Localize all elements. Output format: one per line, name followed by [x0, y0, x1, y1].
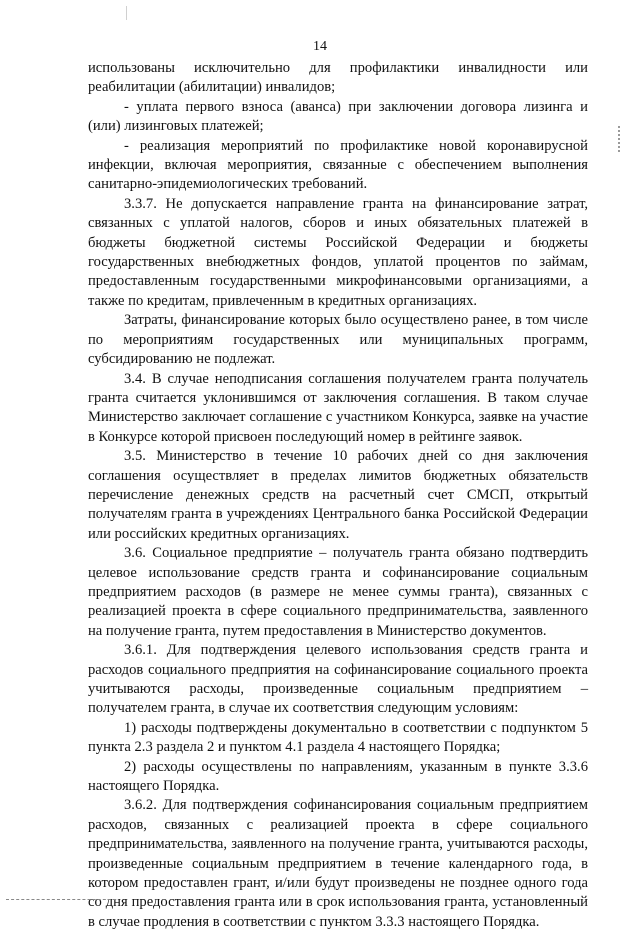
paragraph: 3.6.2. Для подтверждения софинансирования социальным предприятием расходов, связанных с реализацией проекта в сфере социального предпринимательства, заявленного на получение гранта, учитываются расходы, произведенные социальным предприятием в течение календарного года, в котором предоставлен грант, и/или будут произведены не позднее одного года со дня предоставления гранта или в срок использования гранта, установленный в случае продления в соответствии с пунктом 3.3.3 настоящего Порядка.	[88, 797, 588, 930]
paragraph: 3.5. Министерство в течение 10 рабочих дней со дня заключения соглашения осуществляет в пределах лимитов бюджетных обязательств перечисление денежных средств на расчетный счет СМСП, открытый получателям гранта в учреждениях Центрального банка Российской Федерации или российских кредитных организациях.	[88, 448, 588, 542]
scan-artifact-top	[126, 6, 127, 20]
paragraph: - уплата первого взноса (аванса) при заключении договора лизинга и (или) лизинговых платежей;	[88, 98, 588, 135]
paragraph: использованы исключительно для профилактики инвалидности или реабилитации (абилитации) инвалидов;	[88, 60, 588, 96]
paragraph: 2) расходы осуществлены по направлениям, указанным в пункте 3.3.6 настоящего Порядка.	[88, 758, 588, 795]
paragraph: - реализация мероприятий по профилактике новой коронавирусной инфекции, включая мероприятия, связанные с обеспечением выполнения санитарно-эпидемиологических требований.	[88, 137, 588, 193]
footer-divider	[6, 899, 116, 900]
paragraph: 3.3.7. Не допускается направление гранта на финансирование затрат, связанных с уплатой налогов, сборов и иных обязательных платежей в бюджеты бюджетной системы Российской Федерации и бюджеты государственных внебюджетных фондов, уплатой процентов по займам, предоставленным государственными микрофинансовыми организациями, а также по кредитам, привлеченным в кредитных организациях.	[88, 195, 588, 309]
paragraph: 3.4. В случае неподписания соглашения получателем гранта получатель гранта считается уклонившимся от заключения соглашения. В таком случае Министерство заключает соглашение с участником Конкурса, заявке на участие в Конкурсе которой присвоен последующий номер в рейтинге заявок.	[88, 370, 588, 445]
paragraph: 1) расходы подтверждены документально в соответствии с подпунктом 5 пункта 2.3 раздела 2 и пунктом 4.1 раздела 4 настоящего Порядка;	[88, 719, 588, 756]
page-number: 14	[313, 39, 327, 54]
paragraph: Затраты, финансирование которых было осуществлено ранее, в том числе по мероприятиям государственных или муниципальных программ, субсидированию не подлежат.	[88, 312, 588, 368]
scan-artifact-margin	[618, 126, 623, 152]
paragraph: 3.6.1. Для подтверждения целевого использования средств гранта и расходов социального предприятия на софинансирование социального проекта учитываются расходы, произведенные социальным предприятием – получателем гранта, в случае их соответствия следующим условиям:	[88, 642, 588, 717]
document-body	[88, 59, 588, 932]
paragraph: 3.6. Социальное предприятие – получатель гранта обязано подтвердить целевое использование средств гранта и софинансирование социальным предприятием расходов (в размере не менее суммы гранта), связанных с реализацией проекта в сфере социального предпринимательства, заявленного на получение гранта, путем предоставления в Министерство документов.	[88, 545, 588, 639]
